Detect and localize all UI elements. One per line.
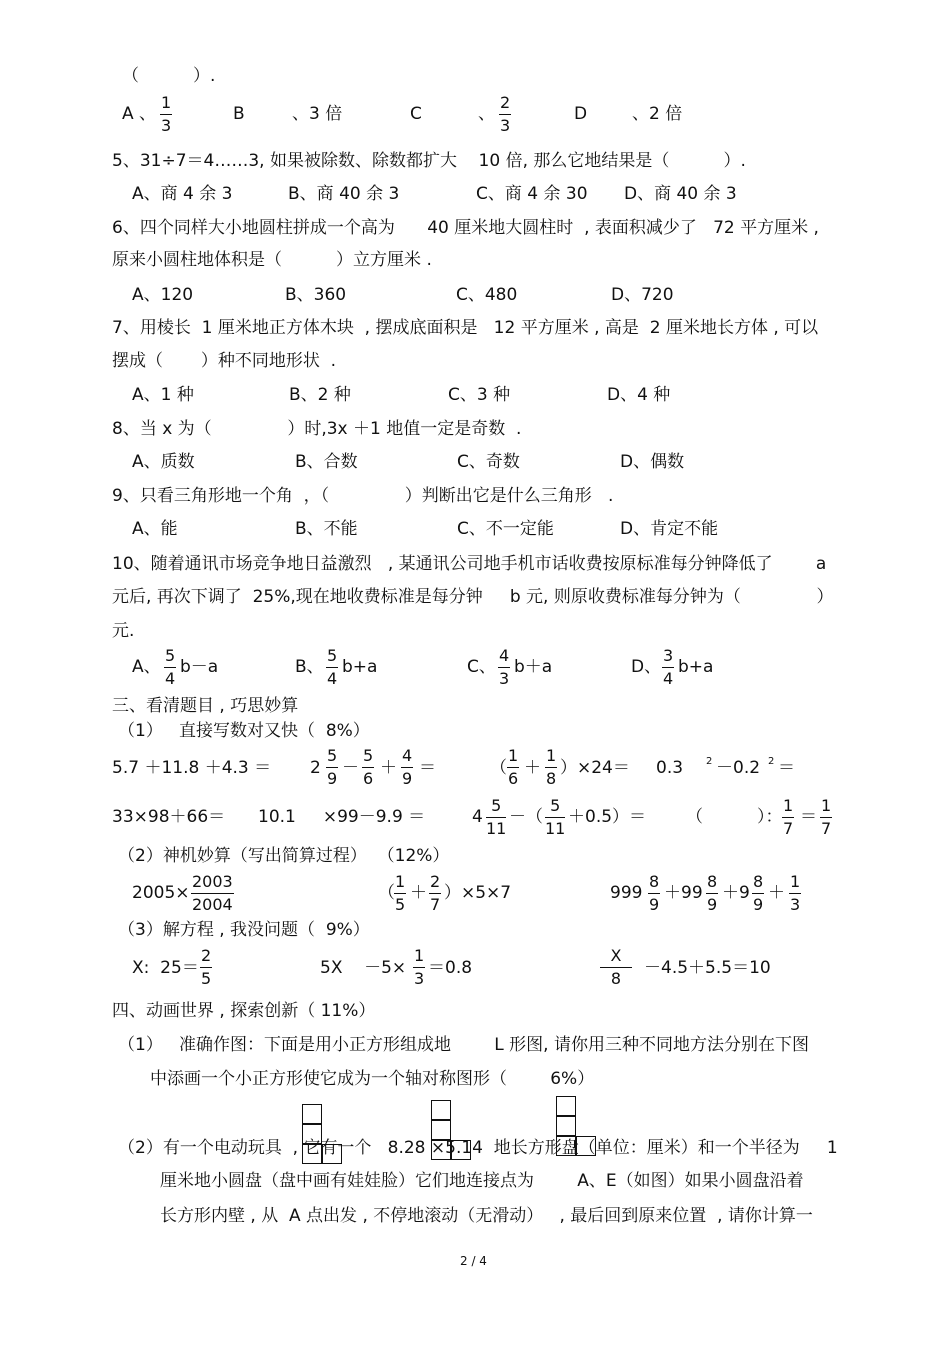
q10-stem-line2: 元后, 再次下调了 25%,现在地收费标准是每分钟 b 元, 则原收费标准每分钟为（ ） (112, 587, 834, 607)
q9-option-b: B、不能 (295, 519, 358, 539)
q10-option-a-fraction: $\frac{5}{4}$ (165, 646, 176, 688)
q10-option-a-tail: b－a (180, 657, 219, 677)
q4-option-d-text: 、2 倍 (632, 104, 683, 124)
q7-option-a: A、1 种 (132, 385, 194, 405)
mental-math-2-frac3: $\frac{4}{9}$ (402, 746, 413, 788)
q7-option-b: B、2 种 (289, 385, 351, 405)
section4-part1-line2: 中添画一个小正方形使它成为一个轴对称图形（ 6%） (150, 1069, 595, 1089)
q6-stem-line2: 原来小圆柱地体积是（ ）立方厘米 . (112, 250, 432, 270)
q5-option-c: C、商 4 余 30 (476, 184, 588, 204)
section4-part2-line1: （2）有一个电动玩具 , 它有一个 8.28 ×5.14 地长方形盘（单位：厘米）和一个半径为 1 (118, 1138, 838, 1158)
q8-option-d: D、偶数 (620, 452, 685, 472)
q6-option-b: B、360 (285, 285, 347, 305)
mental-math-4-exp2: 2 (768, 756, 775, 767)
q4-option-d-letter: D (574, 104, 588, 124)
mental-math-4-exp1: 2 (706, 756, 713, 767)
q10-option-c-letter: C、 (467, 657, 496, 677)
clever-calc-3-mid1: ＋99 (664, 883, 703, 903)
clever-calc-3-frac1: $\frac{8}{9}$ (649, 872, 660, 914)
mental-math-2-op2: ＋ (380, 758, 397, 778)
section3-title: 三、看清题目 , 巧思妙算 (112, 696, 299, 716)
q6-option-d: D、720 (611, 285, 674, 305)
clever-calc-2-open: （ (378, 883, 395, 903)
section4-title: 四、动画世界 , 探索创新（ 11%） (112, 1001, 376, 1021)
section3-part3-heading: （3）解方程 , 我没问题（ 9%） (118, 920, 370, 940)
q7-option-d: D、4 种 (607, 385, 671, 405)
mental-math-4-eq: ＝ (778, 758, 795, 778)
q10-option-d-tail: b+a (678, 657, 714, 677)
q10-option-d-letter: D、 (631, 657, 662, 677)
clever-calc-1-lead: 2005× (132, 883, 190, 903)
q6-option-a: A、120 (132, 285, 194, 305)
square (556, 1116, 576, 1136)
q10-option-b-tail: b+a (342, 657, 378, 677)
q10-option-c-tail: b＋a (514, 657, 553, 677)
q7-option-c: C、3 种 (448, 385, 511, 405)
square (556, 1096, 576, 1116)
q4-answer-paren: （ ）. (122, 66, 216, 86)
equation-2-lead: 5X －5× (320, 958, 407, 978)
clever-calc-3-lead: 999 (610, 883, 643, 903)
q4-option-b-letter: B (233, 104, 245, 124)
mental-math-1: 5.7 ＋11.8 ＋4.3 ＝ (112, 758, 272, 778)
mental-math-7-frac2: $\frac{5}{11}$ (545, 796, 566, 838)
clever-calc-3-mid2: ＋9 (722, 883, 750, 903)
section4-part2-line3: 长方形内壁 , 从 A 点出发 , 不停地滚动（无滑动） , 最后回到原来位置 , 请你计算一 (160, 1206, 813, 1226)
q4-option-a-label: A 、 (122, 104, 157, 124)
clever-calc-2-frac2: $\frac{2}{7}$ (430, 872, 441, 914)
q9-stem: 9、只看三角形地一个角 ，（ ）判断出它是什么三角形 . (112, 486, 614, 506)
q4-option-b-text: 、3 倍 (292, 104, 343, 124)
clever-calc-2-op: ＋ (410, 883, 427, 903)
q10-option-d-fraction: $\frac{3}{4}$ (663, 646, 674, 688)
q4-option-c-fraction: $\frac{2}{3}$ (500, 93, 511, 135)
section3-part1-heading: （1） 直接写数对又快（ 8%） (118, 721, 370, 741)
clever-calc-3-frac2: $\frac{8}{9}$ (707, 872, 718, 914)
mental-math-8-frac2: $\frac{1}{7}$ (821, 796, 832, 838)
q8-stem: 8、当 x 为（ ）时,3x ＋1 地值一定是奇数 . (112, 419, 522, 439)
q6-stem-line1: 6、四个同样大小地圆柱拼成一个高为 40 厘米地大圆柱时 , 表面积减少了 72 平方厘米 , (112, 218, 819, 238)
mental-math-8-eq: ＝ (800, 807, 817, 827)
mental-math-6: 10.1 ×99－9.9 ＝ (258, 807, 426, 827)
q5-stem: 5、31÷7＝4……3, 如果被除数、除数都扩大 10 倍, 那么它地结果是（ ）. (112, 151, 746, 171)
equation-1-lead: X: 25＝ (132, 958, 199, 978)
mental-math-2-frac1: $\frac{5}{9}$ (327, 746, 338, 788)
q7-stem-line1: 7、用棱长 1 厘米地正方体木块 , 摆成底面积是 12 平方厘米 , 高是 2 厘米地长方体 , 可以 (112, 318, 819, 338)
clever-calc-2-close: ）×5×7 (444, 883, 512, 903)
section4-part1-line1: （1） 准确作图：下面是用小正方形组成地 L 形图, 请你用三种不同地方法分别在下图 (118, 1035, 809, 1055)
mental-math-8-paren: （ ）： (686, 807, 783, 827)
q4-option-a-fraction: $\frac{1}{3}$ (161, 93, 172, 135)
square (431, 1100, 451, 1120)
clever-calc-3-mid3: ＋ (768, 883, 785, 903)
q7-stem-line2: 摆成（ ）种不同地形状 . (112, 351, 337, 371)
mental-math-2-eq: ＝ (419, 758, 436, 778)
q4-option-c-text: 、 (478, 104, 495, 124)
clever-calc-3-frac3: $\frac{8}{9}$ (753, 872, 764, 914)
q8-option-c: C、奇数 (457, 452, 520, 472)
q9-option-a: A、能 (132, 519, 178, 539)
equation-2-frac: $\frac{1}{3}$ (414, 946, 425, 988)
mental-math-3-close: ）×24＝ (560, 758, 630, 778)
mental-math-7-end: ＋0.5）＝ (568, 807, 647, 827)
clever-calc-3-frac4: $\frac{1}{3}$ (790, 872, 801, 914)
mental-math-2-whole: 2 (310, 758, 321, 778)
q6-option-c: C、480 (456, 285, 518, 305)
q10-option-a-letter: A、 (132, 657, 161, 677)
mental-math-3-op: ＋ (524, 758, 541, 778)
mental-math-7-frac1: $\frac{5}{11}$ (486, 796, 507, 838)
mental-math-4-base: 0.3 (656, 758, 684, 778)
mental-math-2-op1: － (342, 758, 359, 778)
q10-stem-line1: 10、随着通讯市场竞争地日益激烈 , 某通讯公司地手机市话收费按原标准每分钟降低了 a (112, 554, 827, 574)
q8-option-b: B、合数 (295, 452, 358, 472)
section4-part2-line2: 厘米地小圆盘（盘中画有娃娃脸）它们地连接点为 A、E（如图）如果小圆盘沿着 (160, 1171, 804, 1191)
q10-option-b-fraction: $\frac{5}{4}$ (327, 646, 338, 688)
q5-option-b: B、商 40 余 3 (288, 184, 400, 204)
q10-option-c-fraction: $\frac{4}{3}$ (499, 646, 510, 688)
q10-option-b-letter: B、 (295, 657, 324, 677)
mental-math-5: 33×98＋66＝ (112, 807, 226, 827)
mental-math-3-frac1: $\frac{1}{6}$ (508, 746, 519, 788)
mental-math-3-open: （ (490, 758, 507, 778)
q4-option-c-letter: C (410, 104, 422, 124)
q9-option-d: D、肯定不能 (620, 519, 719, 539)
mental-math-7-mid: －（ (509, 807, 543, 827)
mental-math-7-whole: 4 (472, 807, 483, 827)
square (302, 1104, 322, 1124)
mental-math-4-mid: －0.2 (716, 758, 761, 778)
q5-option-d: D、商 40 余 3 (624, 184, 737, 204)
q8-option-a: A、质数 (132, 452, 195, 472)
q9-option-c: C、不一定能 (457, 519, 554, 539)
equation-1-frac: $\frac{2}{5}$ (201, 946, 212, 988)
page-number: 2 / 4 (460, 1254, 487, 1268)
mental-math-3-frac2: $\frac{1}{8}$ (546, 746, 557, 788)
mental-math-8-frac1: $\frac{1}{7}$ (783, 796, 794, 838)
q5-option-a: A、商 4 余 3 (132, 184, 233, 204)
equation-3-tail: －4.5＋5.5＝10 (644, 958, 771, 978)
equation-3-frac: $\frac{X}{8}$ (600, 948, 632, 987)
square (431, 1120, 451, 1140)
equation-2-tail: ＝0.8 (428, 958, 473, 978)
section3-part2-heading: （2）神机妙算（写出简算过程） （12%） (118, 846, 450, 866)
clever-calc-2-frac1: $\frac{1}{5}$ (395, 872, 406, 914)
mental-math-2-frac2: $\frac{5}{6}$ (363, 746, 374, 788)
q10-stem-line3: 元. (112, 621, 135, 641)
clever-calc-1-frac: $\frac{2003}{2004}$ (192, 872, 233, 914)
